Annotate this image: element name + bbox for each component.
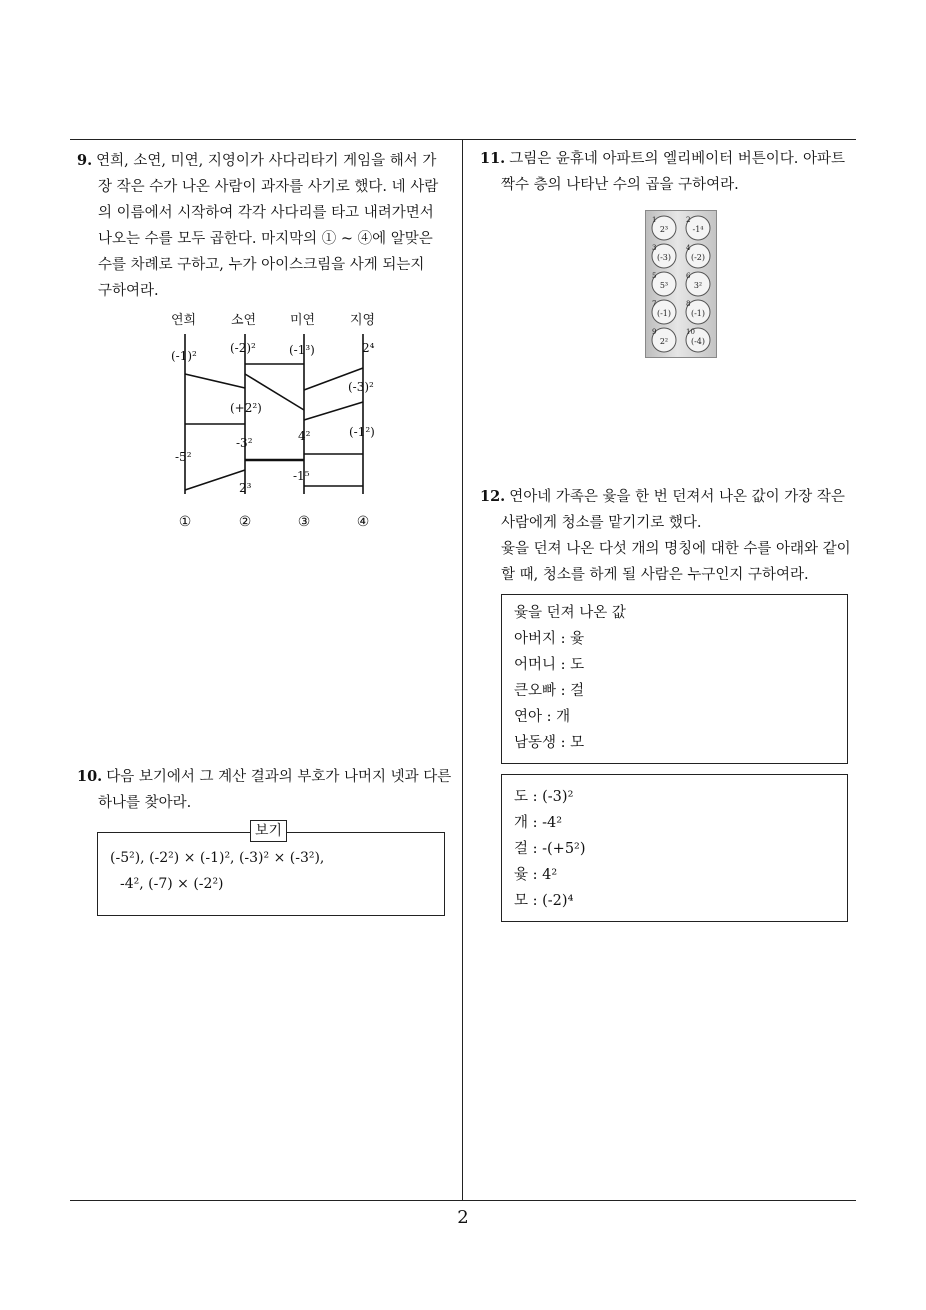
elevator-floor-label: 5 <box>652 272 657 280</box>
ladder-diagram <box>160 306 390 538</box>
bogi-line: (-5²), (-2²) × (-1)², (-3)² × (-3²), <box>110 850 325 866</box>
ladder-label: -1⁵ <box>293 469 310 483</box>
question-text-line: 사람에게 청소를 맡기기로 했다. <box>501 515 702 531</box>
question-text-line: 장 작은 수가 나온 사람이 과자를 사기로 했다. 네 사람 <box>98 179 439 195</box>
question-number: 10. <box>77 768 103 785</box>
question-text-line: 나오는 수를 모두 곱한다. 마지막의 ① ~ ④에 알맞은 <box>98 231 433 247</box>
yut-toss-row: 큰오빠 : 걸 <box>514 683 585 699</box>
ladder-label: 4² <box>298 429 311 443</box>
ladder-name-4: 지영 <box>350 313 376 328</box>
elevator-button <box>652 244 676 268</box>
question-text-line: 수를 차례로 구하고, 누가 아이스크림을 사게 되는지 <box>98 257 425 273</box>
ladder-svg <box>160 306 390 538</box>
column-divider <box>462 139 463 1201</box>
ladder-label: (+2²) <box>230 401 262 415</box>
ladder-label: (-1)² <box>171 349 197 363</box>
yut-value-row: 개 : -4² <box>514 815 563 831</box>
question-text-line: 윷을 던져 나온 다섯 개의 명칭에 대한 수를 아래와 같이 <box>501 541 851 557</box>
ladder-label: (-1²) <box>349 425 375 439</box>
elevator-floor-label: 1 <box>652 216 657 224</box>
yut-value-row: 모 : (-2)⁴ <box>514 893 574 909</box>
bogi-line: -4², (-7) × (-2²) <box>120 876 224 892</box>
ladder-label: -5² <box>175 450 192 464</box>
elevator-buttons-svg <box>646 211 716 357</box>
question-text-line: 다음 보기에서 그 계산 결과의 부호가 나머지 넷과 다른 <box>106 769 452 785</box>
yut-toss-row: 남동생 : 모 <box>514 735 585 751</box>
elevator-button <box>652 328 676 352</box>
bogi-label: 보기 <box>250 820 287 842</box>
elevator-floor-label: 4 <box>686 244 691 252</box>
bogi-box <box>97 832 445 916</box>
elevator-button <box>652 216 676 240</box>
elevator-button-value: (-3) <box>656 253 672 262</box>
question-text-line: 연희, 소연, 미연, 지영이가 사다리타기 게임을 해서 가 <box>96 153 437 169</box>
question-number: 12. <box>480 488 506 505</box>
yut-value-row: 도 : (-3)² <box>514 789 574 805</box>
elevator-panel <box>645 210 717 358</box>
question-10 <box>77 764 457 816</box>
ladder-label: -3² <box>236 436 253 450</box>
elevator-floor-label: 9 <box>652 328 657 336</box>
elevator-button-value: (-4) <box>690 337 706 346</box>
elevator-button-value: 2² <box>659 337 669 346</box>
yut-toss-title: 윷을 던져 나온 값 <box>514 605 626 621</box>
ladder-label: (-3)² <box>348 380 374 394</box>
question-text-line: 의 이름에서 시작하여 각각 사다리를 타고 내려가면서 <box>98 205 434 221</box>
elevator-button-value: (-1) <box>656 309 672 318</box>
ladder-endpoint-3: ③ <box>297 514 311 530</box>
question-12 <box>480 484 860 588</box>
yut-name: 모 <box>514 893 529 909</box>
yut-name: 도 <box>514 789 529 805</box>
yut-expr: (-2)⁴ <box>542 893 574 909</box>
elevator-button <box>686 328 710 352</box>
question-9 <box>77 148 457 304</box>
question-number: 9. <box>77 152 93 169</box>
yut-name: 걸 <box>514 841 529 857</box>
ladder-endpoint-4: ④ <box>356 514 370 530</box>
elevator-floor-label: 6 <box>686 272 691 280</box>
elevator-floor-label: 8 <box>686 300 691 308</box>
yut-value-row: 걸 : -(+5²) <box>514 841 586 857</box>
yut-expr: -(+5²) <box>542 841 586 857</box>
question-text-line: 구하여라. <box>98 283 159 299</box>
question-text-line: 짝수 층의 나타난 수의 곱을 구하여라. <box>501 177 739 193</box>
ladder-rung <box>304 402 363 420</box>
ladder-endpoint-1: ① <box>178 514 192 530</box>
elevator-floor-label: 2 <box>686 216 691 224</box>
ladder-rung <box>185 470 245 490</box>
ladder-label: 2³ <box>239 481 252 495</box>
yut-toss-row: 아버지 : 윷 <box>514 631 585 647</box>
elevator-button <box>686 216 710 240</box>
question-text-line: 그림은 윤휴네 아파트의 엘리베이터 버튼이다. 아파트 <box>509 151 846 167</box>
elevator-floor-label: 10 <box>686 328 695 336</box>
elevator-button-value: 5³ <box>659 281 669 290</box>
yut-value-box <box>501 774 848 922</box>
question-11 <box>480 146 860 198</box>
yut-name: 개 <box>514 815 529 831</box>
ladder-name-1: 연희 <box>171 313 197 328</box>
yut-toss-row: 어머니 : 도 <box>514 657 585 673</box>
ladder-name-3: 미연 <box>290 313 316 328</box>
elevator-button-value: (-1) <box>690 309 706 318</box>
elevator-floor-label: 7 <box>652 300 657 308</box>
page-number: 2 <box>457 1207 469 1228</box>
bottom-rule <box>70 1200 856 1201</box>
elevator-button <box>686 272 710 296</box>
elevator-button-value: (-2) <box>690 253 706 262</box>
question-text-line: 하나를 찾아라. <box>98 795 192 811</box>
elevator-button-value: -1⁴ <box>692 225 704 234</box>
ladder-label: 2⁴ <box>362 341 375 355</box>
question-text-line: 할 때, 청소를 하게 될 사람은 누구인지 구하여라. <box>501 567 809 583</box>
elevator-button-value: 3² <box>693 281 703 290</box>
yut-expr: -4² <box>542 815 563 831</box>
question-number: 11. <box>480 150 506 167</box>
elevator-button <box>686 300 710 324</box>
yut-value-row: 윷 : 4² <box>514 867 558 883</box>
elevator-button <box>686 244 710 268</box>
ladder-label: (-1³) <box>289 343 315 357</box>
ladder-endpoint-2: ② <box>238 514 252 530</box>
ladder-label: (-2)² <box>230 341 256 355</box>
top-rule <box>70 139 856 140</box>
yut-expr: 4² <box>542 867 558 883</box>
yut-name: 윷 <box>514 867 529 883</box>
yut-toss-box <box>501 594 848 764</box>
yut-toss-row: 연아 : 개 <box>514 709 571 725</box>
ladder-rung <box>185 374 245 388</box>
question-text-line: 연아네 가족은 윷을 한 번 던져서 나온 값이 가장 작은 <box>509 489 845 505</box>
yut-expr: (-3)² <box>542 789 574 805</box>
elevator-floor-label: 3 <box>652 244 657 252</box>
elevator-button <box>652 300 676 324</box>
ladder-name-2: 소연 <box>231 313 257 328</box>
elevator-button-value: 2³ <box>659 225 669 234</box>
elevator-button <box>652 272 676 296</box>
